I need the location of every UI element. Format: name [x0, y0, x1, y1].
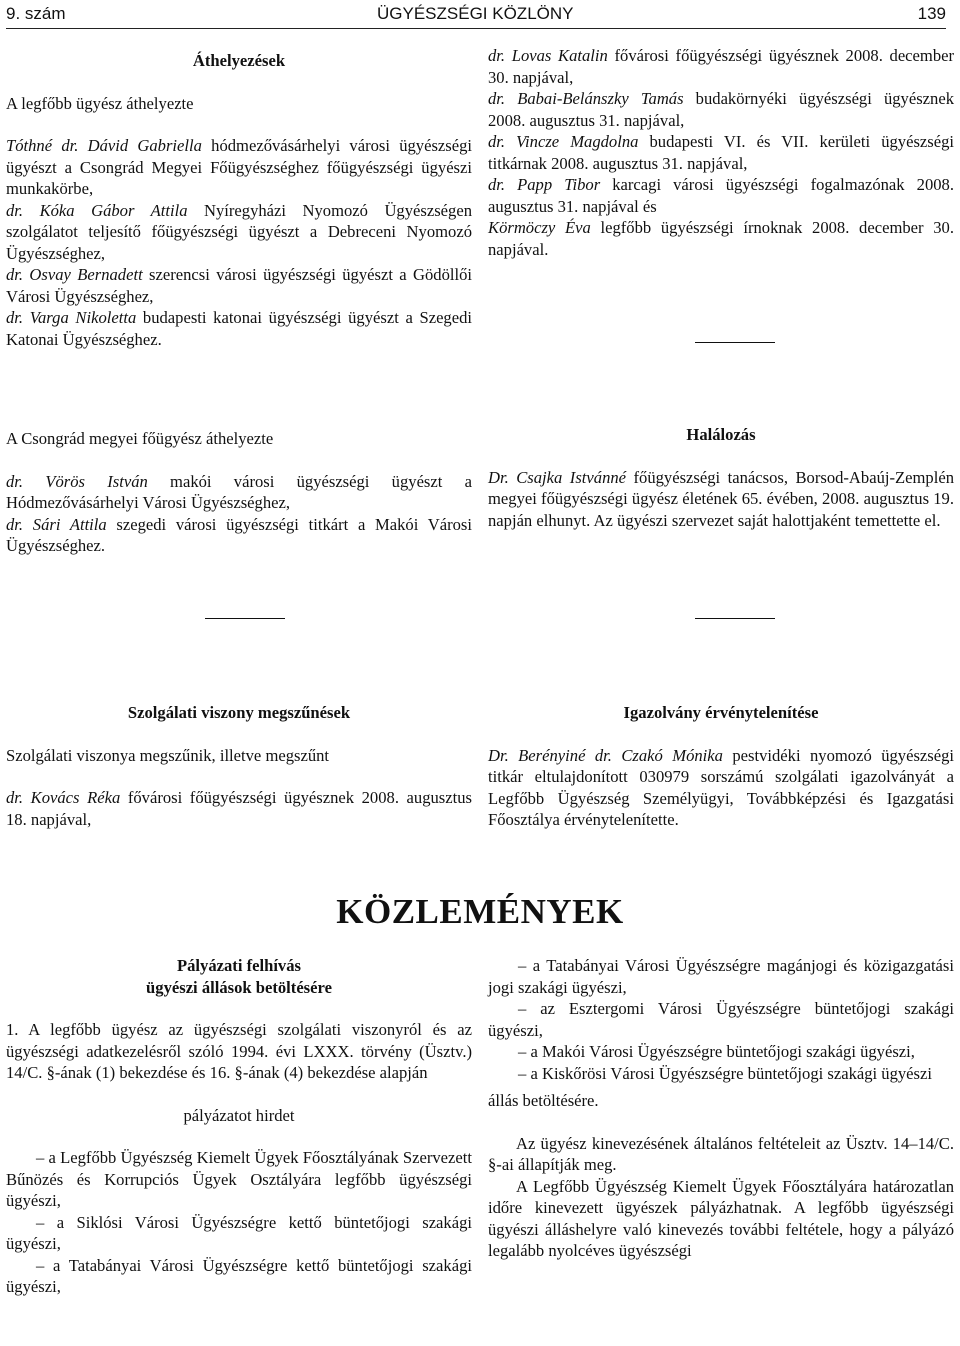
position-item: – a Tatabányai Városi Ügyészségre magánjogi és közigazgatási jogi szakági ügyészi,: [488, 956, 954, 997]
transfer-entry: dr. Kóka Gábor Attila Nyíregyházi Nyomozó Ügyészségen szolgálatot teljesítő főügyészségi ügyészt a Debreceni Nyomozó Ügyészséghez,: [6, 200, 472, 263]
transfer-entry: dr. Osvay Bernadett szerencsi városi ügyészségi ügyészt a Gödöllői Városi Ügyészséghez,: [6, 265, 472, 306]
transfer-entry: dr. Babai-Belánszky Tamás budakörnyéki ügyészségi ügyésznek 2008. augusztus 31. napjával,: [488, 89, 954, 130]
divider-rule: [695, 342, 775, 343]
divider-rule: [205, 618, 285, 619]
position-item: – a Siklósi Városi Ügyészségre kettő büntetőjogi szakági ügyészi,: [6, 1212, 472, 1253]
person-name: Osvay Bernadett: [29, 265, 143, 284]
transfers-continuation: [488, 45, 954, 260]
person-name: Vincze Magdolna: [516, 132, 639, 151]
job-call-section: [6, 955, 472, 1298]
id-invalidation-entry: Dr. Berényiné dr. Czakó Mónika pestvidéki nyomozó ügyészségi titkár eltulajdonított 030979 sorszámú szolgálati igazolványát a Legfőbb Ügyészség Személyügyi, Továbbképzési és Igazgatási Főosztálya érvénytelenítette.: [488, 745, 954, 829]
position-item: – a Tatabányai Városi Ügyészségre kettő büntetőjogi szakági ügyészi,: [6, 1255, 472, 1296]
transfers-subtitle: A legfőbb ügyész áthelyezte: [6, 93, 194, 113]
transfer-entry: Körmöczy Éva legfőbb ügyészségi írnoknak 2008. december 30. napjával.: [488, 218, 954, 259]
positions-closing: állás betöltésére.: [488, 1091, 599, 1110]
person-name: Sári Attila: [32, 514, 107, 534]
position-item: – az Esztergomi Városi Ügyészségre büntetőjogi szakági ügyészi,: [488, 999, 954, 1040]
death-notice-section: [488, 424, 954, 531]
job-call-continuation: [488, 955, 954, 1262]
section-title-transfers: Áthelyezések: [192, 51, 286, 70]
csongrad-subtitle: A Csongrád megyei főügyész áthelyezte: [6, 429, 274, 448]
termination-entry: dr. Kovács Réka fővárosi főügyészségi ügyésznek 2008. augusztus 18. napjával,: [6, 788, 472, 829]
section-title-termination: Szolgálati viszony megszűnések: [127, 703, 351, 722]
person-name: Lovas Katalin: [511, 46, 608, 65]
job-call-subtitle: ügyészi állások betöltésére: [146, 977, 332, 997]
section-title-id-invalidation: Igazolvány érvénytelenítése: [623, 703, 819, 722]
person-name: Papp Tibor: [517, 175, 601, 194]
transfer-entry: dr. Papp Tibor karcagi városi ügyészségi fogalmazónak 2008. augusztus 31. napjával és: [488, 175, 954, 216]
journal-title: ÜGYÉSZSÉGI KÖZLÖNY: [377, 4, 574, 23]
transfer-entry: dr. Vincze Magdolna budapesti VI. és VII. kerületi ügyészségi titkárnak 2008. augusztus 31. napjával,: [488, 132, 954, 173]
issue-number: 9. szám: [6, 4, 66, 23]
termination-section: [6, 702, 472, 830]
person-name: Kovács Réka: [30, 788, 121, 807]
death-notice: Dr. Csajka Istvánné főügyészségi tanácsos, Borsod-Abaúj-Zemplén megyei főügyészségi ügyész életének 65. évében, 2008. augusztus 19. napján elhunyt. Az ügyészi szervezet saját halottjaként temettette el.: [488, 467, 954, 530]
person-name: Csajka Istvánné: [516, 467, 627, 487]
person-name: Tóthné dr. Dávid Gabriella: [6, 136, 202, 155]
person-name: Varga Nikoletta: [29, 308, 137, 327]
transfers-section: [6, 50, 472, 350]
requirements-paragraph: Az ügyész kinevezésének általános feltételeit az Üsztv. 14–14/C. §-ai állapítják meg.: [488, 1133, 954, 1174]
person-name: Kóka Gábor Attila: [39, 200, 188, 220]
requirements-paragraph: A Legfőbb Ügyészség Kiemelt Ügyek Főosztályára határozatlan időre kinevezett ügyészek pályázhatnak. A legfőbb ügyészségi ügyészi álláshelyre való kinevezés további feltétele, hogy a pályázó legalább nyolcéves ügyészségi: [488, 1176, 954, 1260]
person-name: Körmöczy Éva: [488, 218, 591, 237]
person-name: Vörös István: [45, 471, 148, 491]
position-item: – a Makói Városi Ügyészségre büntetőjogi szakági ügyészi,: [518, 1042, 915, 1061]
transfer-entry: dr. Varga Nikoletta budapesti katonai ügyészségi ügyészt a Szegedi Katonai Ügyészséghez.: [6, 308, 473, 349]
person-name: Dr. Berényiné dr. Czakó Mónika: [488, 745, 723, 765]
section-title-death: Halálozás: [686, 425, 756, 444]
transfer-entry: dr. Lovas Katalin fővárosi főügyészségi ügyésznek 2008. december 30. napjával,: [488, 46, 955, 87]
page-number: 139: [917, 4, 946, 23]
termination-subtitle: Szolgálati viszonya megszűnik, illetve megszűnt: [6, 745, 330, 765]
page-header: [6, 2, 946, 29]
job-call-title: Pályázati felhívás: [177, 956, 301, 975]
position-item: – a Legfőbb Ügyészség Kiemelt Ügyek Főosztályának Szervezett Bűnözés és Korrupciós Ügyek Osztályára legfőbb ügyészségi ügyészi,: [6, 1148, 472, 1210]
announcements-heading: KÖZLEMÉNYEK: [336, 892, 624, 931]
job-call-intro: 1. A legfőbb ügyész az ügyészségi szolgálati viszonyról és az ügyészségi adatkezelésről szóló 1994. évi LXXX. törvény (Üsztv.) 14/C. §-ának (1) bekezdése és 16. §-ának (4) bekezdése alapján: [6, 1020, 472, 1082]
transfer-entry: dr. Vörös István makói városi ügyészségi ügyészt a Hódmezővásárhelyi Városi Ügyészséghez,: [6, 471, 472, 512]
position-item: – a Kiskőrösi Városi Ügyészségre büntetőjogi szakági ügyészi: [518, 1063, 932, 1083]
person-name: Babai-Belánszky Tamás: [517, 89, 684, 108]
divider-rule: [695, 618, 775, 619]
job-call-announces: pályázatot hirdet: [183, 1105, 295, 1125]
transfer-entry: Tóthné dr. Dávid Gabriella hódmezővásárhelyi városi ügyészségi ügyészt a Csongrád Megyei Főügyészséghez főügyészségi ügyészi munkakörbe,: [6, 136, 473, 198]
id-invalidation-section: [488, 702, 954, 831]
csongrad-transfers: [6, 428, 472, 557]
transfer-entry: dr. Sári Attila szegedi városi ügyészségi titkárt a Makói Városi Ügyészséghez.: [6, 514, 472, 555]
